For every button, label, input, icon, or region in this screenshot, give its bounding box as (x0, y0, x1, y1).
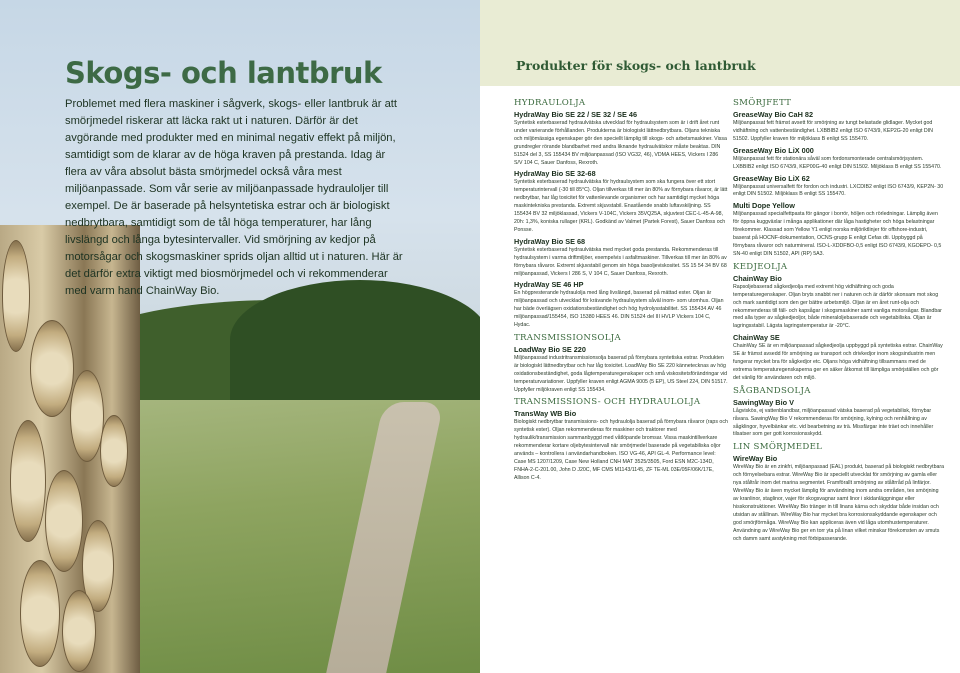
section-heading: LIN SMÖRJMEDEL (733, 442, 823, 453)
log-end (70, 370, 104, 462)
product-name: GreaseWay Bio LiX 000 (733, 145, 814, 155)
product-description: Syntetisk esterbaserad hydraulvätska för hydraulsystem som ska fungera över ett stort temperaturintervall (-30 till 85°C). Oljan tillverkas till mer än 80% av förnybara råvaror, är lätt nedbrytbar, har låg toxicitet för vattenlevande organismer och har samtidigt mycket höga maskintekniska prestanda. Extremt skjuvstabil. Enastående snabb luftavskiljning. SS 155434 BV 32 miljöklassad, Vickers V-104C, Vickers 35VQ25A, skjuvtest CEC-L-45-A-98, 20h: 1,3%, koniska rullager (KRL). Godkänd av Valmet (Partek Forest), Sauer Danfoss och Ponsse. (514, 179, 728, 233)
product-description: En högpresterande hydraulolja med lång livslängd, baserad på mättad ester. Oljan är miljöanpassad och utvecklad för krävande hydraulsystem såväl inom- som utomhus. Oljan har bäde överlägsen oxidationsbeständighet och hög hydrolysstabilitet. SS 155434 AV 46 miljöanpassad/155454, ISO 15380 HEES 46. DIN 51524 del III HVLP Vickers 104 C, Hydac. (514, 290, 724, 329)
section-heading: KEDJEOLJA (733, 261, 788, 272)
products-column-right (733, 95, 945, 545)
section-kedjeolja (733, 262, 945, 383)
log-end (45, 470, 83, 572)
product-description: Biologiskt nedbrytbar transmissions- och hydraulolja baserad på förnybara råvaror (raps och syntetisk ester). Oljan rekommenderas för maskiner och traktorer med hydraulik/transmission sammanbyggd med våtlöpande bromsar. Vissa maskintillverkare rekommenderar kortare oljebytesintervall när smörjmedel baserade på vegetabiliska oljor används – kontrollera i användarhandboken. ISO VG-46, API GL-4. Performance level: Case MS 1207/1209, Case New Holland CNH MAT 3525/3505, Ford ESN M2C-134D, FNHA-2-C-201.00, John D J20C, MF CMS M1143/1145, ZF TE-ML 03E/05F/06K/17E, Allison C-4. (514, 419, 728, 481)
section-heading: HYDRAULOLJA (514, 98, 586, 108)
product-description: Syntetisk esterbaserad hydraulvätska med mycket goda prestanda. Rekommenderas till hydraulsystem i varma driftmiljöer, exempelvis i asfaltmaskiner. Tillverkas till mer än 80% av förnybara råvaror. Extremt skjuvstabil genom sin höga basoljeviskositet. SS 15 54 34 BV 68 miljöanpassad, Vickers I 286 S, V 104 C, Sauer Danfoss, Rexroth. (514, 246, 727, 277)
product-description: Lågviskös, ej vattenblandbar, miljöanpassad vätska baserad på vegetabilisk, förnybar råvara. SawingWay Bio V rekommenderas för smörjning, kylning och renhållning av sågklingor, hyvelbänkar etc. vid bearbetning av trä. Missfärgar inte träet och innehåller tilsatser som ger gott korrosionsskydd. (733, 407, 934, 438)
product-description: Miljöanpassad specialfettpasta för gängor i borrör, höljen och rörledningar. Lämplig även för öppna kuggväxlar i många applikationer där låga hastigheter och höga belastningar förekommer. Klassad som Yellow Y1 enligt norska miljöriktlinjer för offshore-industri, baserat på HOCNF-dokumentation, OCNS-grupp E enligt Cefas dti. Uppbyggd på förnybara råvaror och naturmineral. ISO-L-XDDFBO-0,5 enligt ISO 6743/9, KGOEPO- 0,5 SN-40 enligt DIN 51502, API (RP) 5A3. (733, 211, 942, 257)
product-name: Multi Dope Yellow (733, 201, 795, 211)
product-name: WireWay Bio (733, 454, 778, 464)
log-end (62, 590, 96, 672)
section-heading: SÅGBANDSOLJA (733, 385, 811, 396)
product-name: HydraWay Bio SE 32-68 (514, 169, 596, 179)
product-description: Miljöanpassad industritransmissionsolja baserad på förnybara syntetiska estrar. Produkten är biologiskt lättnedbrytbar och har låg toxicitet. LoadWay Bio SE 220 kännetecknas av hög oxidationsbeständighet, goda lågtemperaturegenskaper och små viskositetsförändringar vid temperaturvariationer. Uppfyller kraven enligt AGMA 9005 (5 EP), US Steel 224, DIN 51517. Uppfyller miljökraven enligt SS 155434. (514, 354, 728, 393)
section-smorjfett (733, 98, 945, 259)
product-name: HydraWay Bio SE 22 / SE 32 / SE 46 (514, 110, 638, 119)
product-name: LoadWay Bio SE 220 (514, 344, 586, 354)
log-end (2, 240, 30, 352)
product-description: Miljöanpassat universalfett för fordon och industri. LXCDIB2 enligt ISO 6743/9, KEP2N- 30 enligt DIN 51502. Miljöklass B enligt SS 155470. (733, 183, 944, 198)
product-description: ChainWay SE är en miljöanpassad sågkedjeolja uppbyggd på syntetiska estrar. ChainWay SE är främst avsedd för smörjning av transport och drivkedjor inom skogsindustrin men fungerar mycket bra för sågkedjor etc. Oljans höga vidhäftning tillsammans med de extrema temperaturegenskaperna ger en säker åtkomst till lämpliga smörjställen och gör det vänlig för användaren och miljö. (733, 343, 943, 381)
product-name: SawingWay Bio V (733, 397, 794, 407)
product-name: ChainWay Bio (733, 273, 782, 283)
page-title: Skogs- och lantbruk (65, 56, 382, 90)
log-end (30, 320, 74, 417)
section-lin-smorjmedel (733, 442, 945, 543)
section-heading: SMÖRJFETT (733, 98, 792, 108)
product-description: WireWay Bio är en zinkfri, miljöanpassad (EAL) produkt, baserad på biologiskt nedbrytbara och förnyelsebara estrar. WireWay Bio är speciellt utvecklat för smörjning av gamla eller nya ståltrår inom det marina segmentet. Framförallt smörjning av ståltrråd på linfärjor. WireWay Bio är även mycket lämplig för användning inom andra områden, tex smörjning av kranlinor, staglinor, vajer för skogsvagnar samt linor i skidanläggningar eller hisskonstruktioner. WireWay Bio tränger in till linans kärna och skyddar både insidan och utsidan av stållinan. WireWay Bio har mycket bra korrosionsskyddande egenskaper och god smörjförmåga. WireWay Bio kan appliceras även vid låga utomhustemperaturer. Användning av WireWay Bio ger en torr yta på linan vilket minskar förekomsten av smuts och damm samt avstykning mot förbipasserande. (733, 464, 945, 542)
section-sagbandsolja (733, 386, 945, 440)
product-description: Miljöanpassat fett främst avsett för smörjning av tungt belastade glidlager. Mycket god vidhäftning och vattenbeständighet. LXBBIB2 enligt ISO 6743/9, KEP2G-20 enligt DIN 51502. Uppfyller kraven för miljöklass B enligt SS 155470. (733, 120, 933, 142)
product-name: GreaseWay Bio LiX 62 (733, 173, 810, 183)
products-column-left (514, 95, 728, 485)
product-description: Syntetisk esterbaserad hydraulvätska utvecklad för hydraulsystem som är i drift året runt under varierande förhållanden. Produkterna är biologiskt lättnedbrytbara. Oljans tekniska och miljömässiga egenskaper gör den speciellt lämplig till skogs- och arbetsmaskiner. Vissa grundregler rörande blandbarhet med andra liknande hydraulvätskor måste beaktas. DIN 51524 del 3, SS 155434 BV miljöanpassad (ISO VG32, 46), VDMA HEES, Vickers I 286 S/V 104 C, Sauer Danfoss, Rexroth. (514, 120, 727, 166)
section-heading: TRANSMISSIONS- OCH HYDRAULOLJA (514, 397, 701, 408)
product-name: GreaseWay Bio CaH 82 (733, 110, 814, 119)
product-description: Miljöanpassat fett för stationära såväl som fordonsmonterade centralsmörjsystem. LXBBIB2 enligt ISO 6743/9, KEP00G-40 enligt DIN 51502. Miljöklass B enligt SS 155470. (733, 155, 942, 170)
section-hydraulolja (514, 98, 728, 330)
log-end (20, 560, 60, 667)
product-name: TransWay WB Bio (514, 409, 577, 419)
log-end (100, 415, 128, 487)
intro-paragraph: Problemet med flera maskiner i sågverk, skogs- eller lantbruk är att smörjmedel riskerar att läcka rakt ut i naturen. Därför är det avgörande med produkter med en minimal negativ effekt på miljön, samtidigt som de klarar av de höga kraven på prestanda. Idag är flera av våra absolut bästa smörjmedel också våra mest miljöanpassade. Som vår serie av miljöanpassade hydrauloljer till exempel. De är baserade på helsyntetiska estrar och är biologiskt nedbrytbara, samtidigt som de tål höga temperaturer, har lång livslängd och långa bytesintervaller. Vid smörjning av kedjor på motorsågar och skogsmaskiner sprids oljan alltid ut i naturen. Här är det därför extra viktigt med biosmörjmedel och vi rekommenderar med varm hand ChainWay Bio. (65, 98, 403, 297)
product-name: ChainWay SE (733, 333, 780, 343)
section-transmissionsolja (514, 333, 728, 395)
product-description: Rapsoljebaserad sågkedjeolja med extremt hög vidhäftning och goda temperaturegenskaper. Oljan bryts snabbt ner i naturen och är därför skonsam mot skog och mark samtidigt som den ger bättre arbetsmiljö. Oljan är en året runt-olja och rekommenderas till fäll- och kapsågar i skogsmaskiner samt vanliga motorsågar. Blandbar med alla typer av sågkedjeoljor, både mineraloljebaserade och vegetabiliska. Oljan är lagringsstabil. Lägsta lagringstemperatur är -20°C. (733, 283, 942, 330)
section-heading: TRANSMISSIONSOLJA (514, 332, 621, 343)
section-transmissions-hydraulolja (514, 397, 728, 482)
product-name: HydraWay SE 46 HP (514, 280, 584, 290)
log-end (10, 420, 46, 542)
header-band (480, 0, 960, 86)
product-name: HydraWay Bio SE 68 (514, 236, 586, 246)
products-title: Produkter för skogs- och lantbruk (516, 58, 756, 73)
